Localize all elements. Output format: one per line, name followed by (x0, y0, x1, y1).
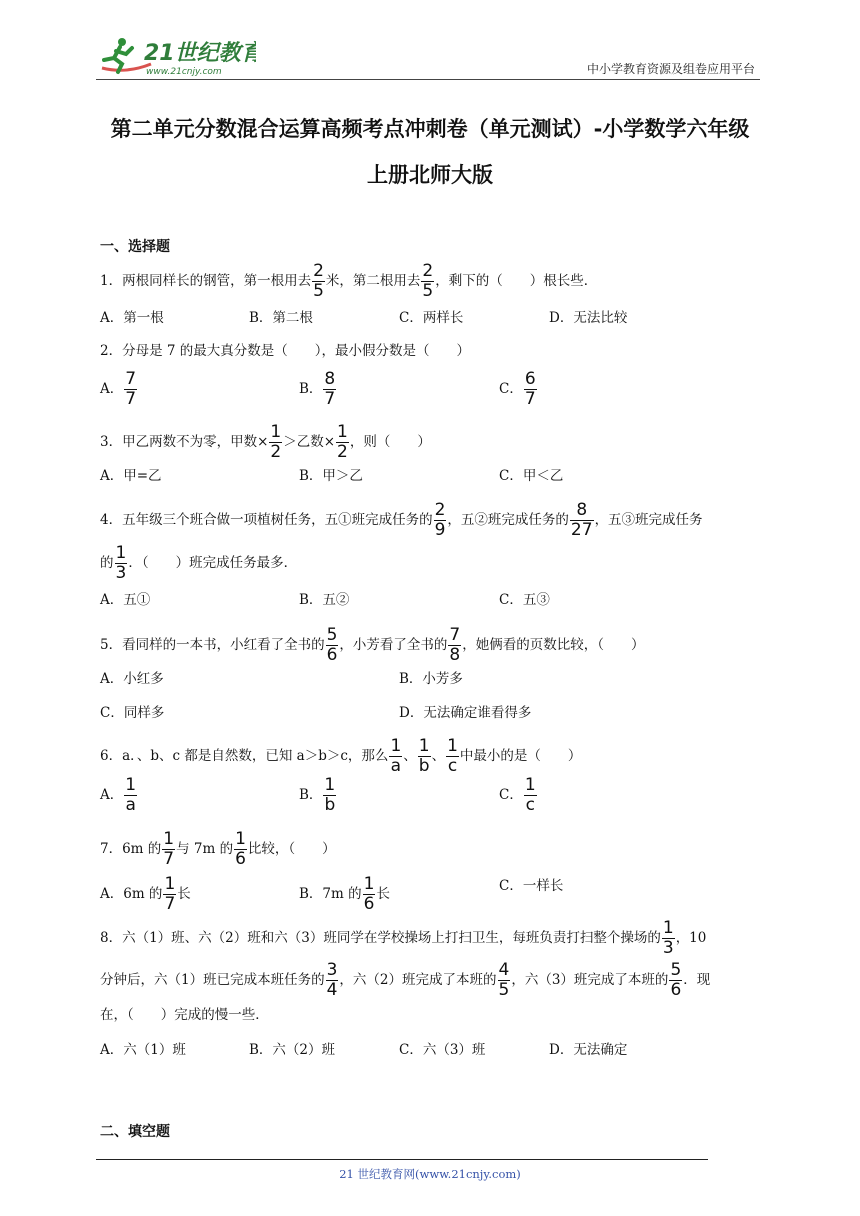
svg-text:21世纪教育: 21世纪教育 (144, 41, 256, 66)
q3-option-c[interactable]: C．甲＜乙 (499, 468, 564, 484)
fraction: $\frac{1}{2}$ (337, 422, 348, 462)
q4-option-a[interactable]: A．五① (100, 592, 151, 608)
q2-option-b[interactable]: B． $\frac{8}{7}$ (299, 369, 336, 409)
q8-option-c[interactable]: C．六（3）班 (399, 1042, 486, 1058)
q3-option-a[interactable]: A．甲=乙 (100, 468, 162, 484)
q5-option-d[interactable]: D．无法确定谁看得多 (399, 705, 532, 721)
q1-option-b[interactable]: B．第二根 (249, 310, 313, 326)
q1-option-c[interactable]: C．两样长 (399, 310, 464, 326)
q7-option-c[interactable]: C．一样长 (499, 878, 564, 894)
svg-text:www.21cnjy.com: www.21cnjy.com (146, 67, 222, 77)
page-title (90, 106, 770, 198)
q7-option-b[interactable]: B．7m 的 $\frac{1}{6}$ 长 (299, 874, 390, 914)
question-8-line-2: 分钟后，六（1）班已完成本班任务的 $\frac{3}{4}$ ，六（2）班完成了本班的 $\frac{4}{5}$ ，六（3）班完成了本班的 $\frac{5}{6}$ ．现 (100, 960, 711, 1000)
q8-option-d[interactable]: D．无法确定 (549, 1042, 628, 1058)
question-4-line-1: 4．五年级三个班合做一项植树任务，五①班完成任务的 $\frac{2}{9}$ ，五②班完成任务的 $\frac{8}{27}$ ，五③班完成任务 (100, 500, 703, 540)
q5-option-b[interactable]: B．小芳多 (399, 671, 463, 687)
question-3: 3．甲乙两数不为零，甲数× $\frac{1}{2}$ ＞乙数× $\frac{1}{2}$ ，则（ ） (100, 422, 431, 462)
fraction: $\frac{8}{27}$ (570, 500, 593, 540)
section-heading-fill: 二、填空题 (100, 1124, 170, 1140)
fraction: $\frac{2}{5}$ (313, 261, 324, 301)
q5-option-c[interactable]: C．同样多 (100, 705, 165, 721)
fraction: $\frac{7}{8}$ (449, 625, 461, 665)
footer-divider (96, 1159, 708, 1160)
q2-option-c[interactable]: C． $\frac{6}{7}$ (499, 369, 536, 409)
question-6: 6．a．、b、c 都是自然数，已知 a＞b＞c，那么 $\frac{1}{a}$ 、 $\frac{1}{b}$ 、 $\frac{1}{c}$ 中最小的是（ ） (100, 736, 582, 776)
platform-label: 中小学教育资源及组卷应用平台 (586, 62, 755, 76)
fraction: $\frac{2}{9}$ (434, 500, 446, 540)
q3-option-b[interactable]: B．甲＞乙 (299, 468, 363, 484)
fraction: $\frac{5}{6}$ (326, 625, 338, 665)
question-1: 1．两根同样长的钢管，第一根用去 $\frac{2}{5}$ 米，第二根用去 $\frac{2}{5}$ ，剩下的（ ）根长些． (100, 261, 598, 301)
q4-option-c[interactable]: C．五③ (499, 592, 550, 608)
question-7: 7．6m 的 $\frac{1}{7}$ 与 7m 的 $\frac{1}{6}$ 比较，（ ） (100, 829, 336, 869)
question-5: 5．看同样的一本书，小红看了全书的 $\frac{5}{6}$ ，小芳看了全书的 $\frac{7}{8}$ ，她俩看的页数比较，（ ） (100, 625, 645, 665)
fraction: $\frac{1}{6}$ (235, 829, 246, 869)
q8-option-a[interactable]: A．六（1）班 (100, 1042, 186, 1058)
question-4-line-2: 的 $\frac{1}{3}$ ．（ ）班完成任务最多． (100, 543, 298, 583)
fraction: $\frac{1}{7}$ (163, 829, 175, 869)
title-line-2: 上册北师大版 (367, 163, 493, 187)
q6-option-c[interactable]: C． $\frac{1}{c}$ (499, 775, 536, 815)
q7-option-a[interactable]: A．6m 的 $\frac{1}{7}$ 长 (100, 874, 191, 914)
q6-option-b[interactable]: B． $\frac{1}{b}$ (299, 775, 336, 815)
q1-option-a[interactable]: A．第一根 (100, 310, 164, 326)
fraction: $\frac{2}{5}$ (422, 261, 434, 301)
footer-link[interactable]: 21 世纪教育网(www.21cnjy.com) (339, 1167, 521, 1181)
question-2: 2．分母是 7 的最大真分数是（ ），最小假分数是（ ） (100, 343, 471, 359)
fraction: $\frac{1}{2}$ (270, 422, 282, 462)
q6-option-a[interactable]: A． $\frac{1}{a}$ (100, 775, 137, 815)
logo (96, 34, 256, 78)
q1-option-d[interactable]: D．无法比较 (549, 310, 628, 326)
runner-logo-icon (96, 34, 256, 78)
fraction: $\frac{1}{3}$ (115, 543, 127, 583)
header-divider (96, 79, 760, 80)
q8-option-b[interactable]: B．六（2）班 (249, 1042, 336, 1058)
question-8-line-3: 在，（ ）完成的慢一些． (100, 1007, 269, 1023)
question-8-line-1: 8．六（1）班、六（2）班和六（3）班同学在学校操场上打扫卫生，每班负责打扫整个操场的 $\frac{1}{3}$ ，10 (100, 918, 707, 958)
title-line-1: 第二单元分数混合运算高频考点冲刺卷（单元测试）-小学数学六年级 (110, 117, 750, 141)
q5-option-a[interactable]: A．小红多 (100, 671, 164, 687)
q2-option-a[interactable]: A． $\frac{7}{7}$ (100, 369, 137, 409)
section-heading-choice: 一、选择题 (100, 239, 170, 255)
q4-option-b[interactable]: B．五② (299, 592, 350, 608)
